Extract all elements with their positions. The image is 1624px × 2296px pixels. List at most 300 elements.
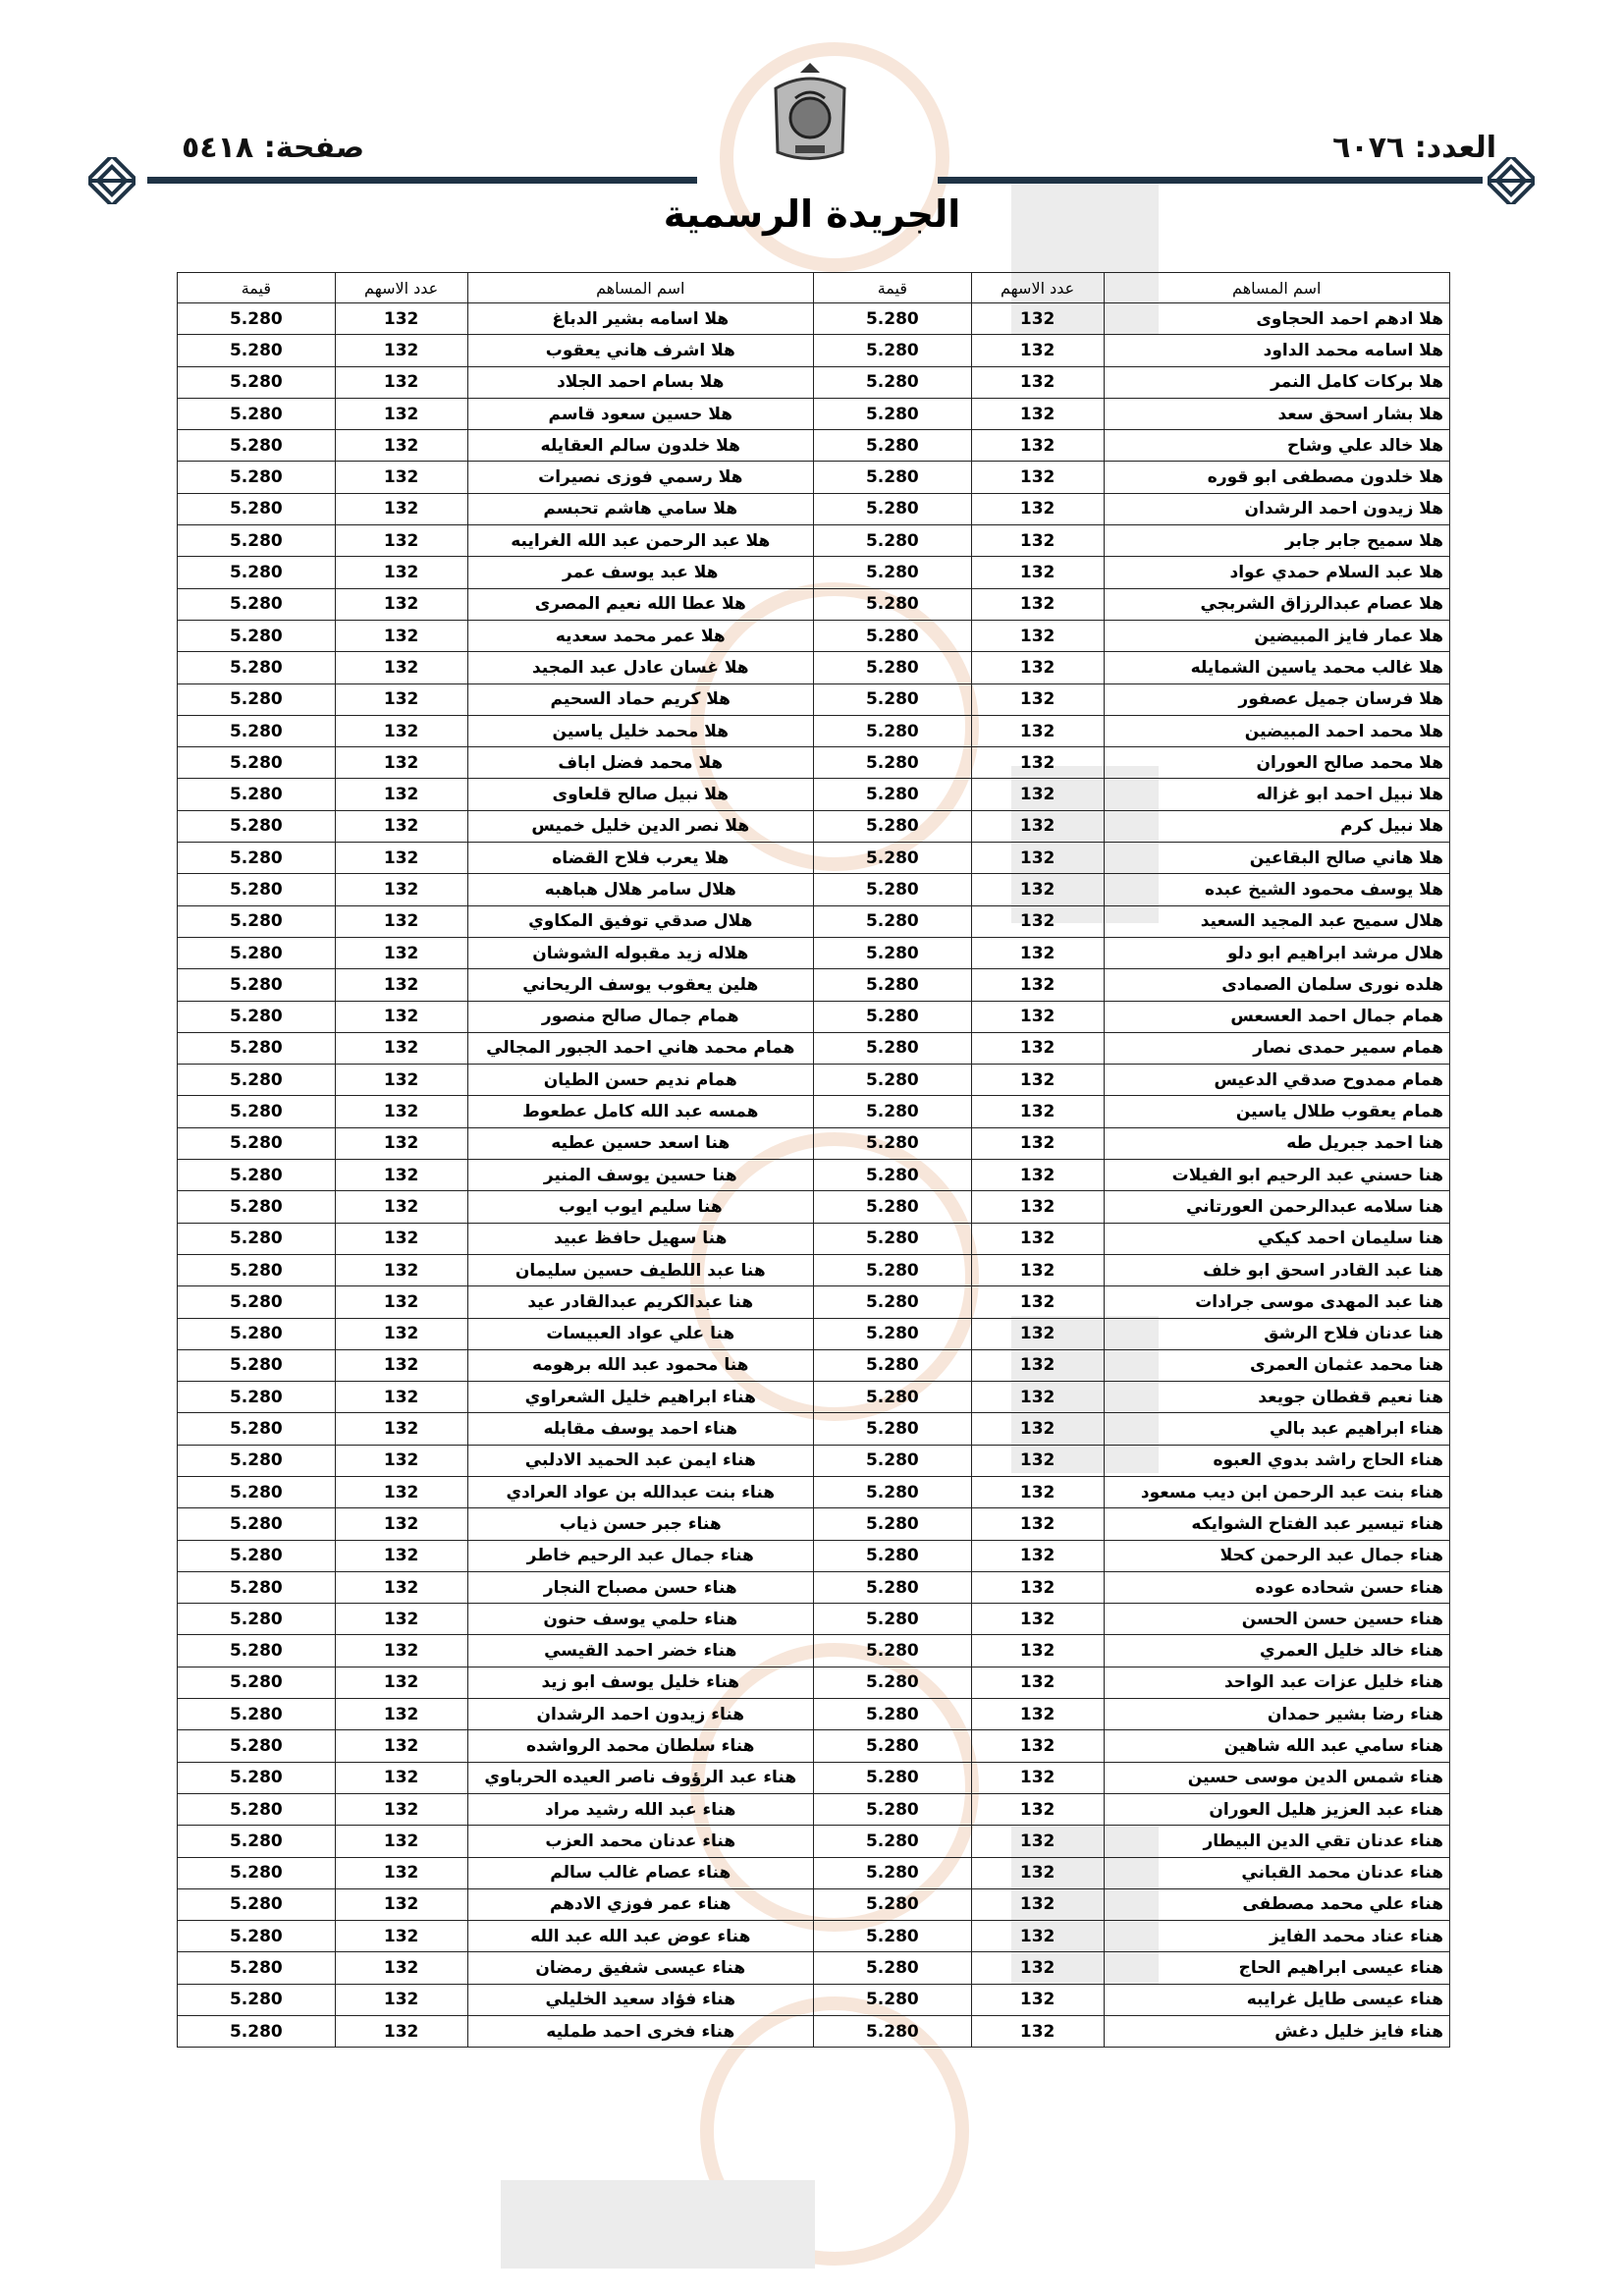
table-body	[178, 303, 1450, 2048]
value-cell: 5.280	[814, 1571, 972, 1603]
value-cell: 5.280	[178, 2016, 336, 2048]
value-cell: 5.280	[814, 557, 972, 588]
shareholder-name-cell: هنا سهيل حافظ عبيد	[467, 1223, 814, 1254]
shareholder-name-cell: هلا محمد فضل اباف	[467, 747, 814, 779]
table-row	[178, 303, 1450, 335]
shareholder-name-cell: هناء ابراهيم عبد بالي	[1104, 1413, 1450, 1445]
value-cell: 5.280	[178, 398, 336, 429]
value-cell: 5.280	[814, 1952, 972, 1984]
value-cell: 5.280	[814, 2016, 972, 2048]
value-cell: 5.280	[814, 398, 972, 429]
table-row	[178, 366, 1450, 398]
shares-count-cell: 132	[971, 1826, 1104, 1857]
shares-count-cell: 132	[335, 683, 467, 715]
shares-count-cell: 132	[971, 683, 1104, 715]
value-cell: 5.280	[178, 1984, 336, 2015]
shares-count-cell: 132	[971, 1604, 1104, 1635]
shares-count-cell: 132	[971, 810, 1104, 842]
value-cell: 5.280	[178, 1001, 336, 1032]
value-cell: 5.280	[178, 525, 336, 557]
shareholder-name-cell: هلا رسمي فوزى نصيرات	[467, 462, 814, 493]
value-cell: 5.280	[178, 1826, 336, 1857]
shares-count-cell: 132	[335, 398, 467, 429]
shareholder-name-cell: هلا عبد الرحمن عبد الله الغرايبه	[467, 525, 814, 557]
shareholder-name-cell: هلا عبد يوسف عمر	[467, 557, 814, 588]
shareholder-name-cell: هلا هاني صالح البقاعين	[1104, 843, 1450, 874]
table-row	[178, 1699, 1450, 1730]
shareholder-name-cell: همام سمير حمدى نصار	[1104, 1032, 1450, 1064]
shareholder-name-cell: همام جمال احمد العسعس	[1104, 1001, 1450, 1032]
value-cell: 5.280	[178, 335, 336, 366]
value-cell: 5.280	[814, 430, 972, 462]
shares-count-cell: 132	[971, 779, 1104, 810]
shareholder-name-cell: همام يعقوب طلال ياسين	[1104, 1096, 1450, 1127]
table-row	[178, 779, 1450, 810]
table-row	[178, 1857, 1450, 1888]
shares-count-cell: 132	[335, 1065, 467, 1096]
shareholder-name-cell: هلا سامي هاشم تحبسم	[467, 493, 814, 524]
value-cell: 5.280	[814, 1762, 972, 1793]
value-cell: 5.280	[814, 462, 972, 493]
shareholder-name-cell: هلا يوسف محمود الشيخ عبده	[1104, 874, 1450, 905]
value-cell: 5.280	[178, 462, 336, 493]
value-cell: 5.280	[178, 652, 336, 683]
table-row	[178, 1065, 1450, 1096]
table-row	[178, 620, 1450, 651]
value-cell: 5.280	[178, 1318, 336, 1349]
table-row	[178, 810, 1450, 842]
shares-count-cell: 132	[971, 557, 1104, 588]
shareholder-name-cell: هلا نصر الدين خليل خميس	[467, 810, 814, 842]
shareholder-name-cell: هلا عمر محمد سعديه	[467, 620, 814, 651]
shares-count-cell: 132	[335, 1127, 467, 1159]
shares-count-cell: 132	[335, 1001, 467, 1032]
table-row	[178, 905, 1450, 937]
shares-count-cell: 132	[971, 430, 1104, 462]
table-row	[178, 557, 1450, 588]
shares-count-cell: 132	[971, 1001, 1104, 1032]
value-cell: 5.280	[814, 779, 972, 810]
table-row	[178, 683, 1450, 715]
shares-count-cell: 132	[971, 366, 1104, 398]
table-row	[178, 1635, 1450, 1667]
table-row	[178, 1096, 1450, 1127]
value-cell: 5.280	[814, 1730, 972, 1762]
shareholder-name-cell: هناء عبد العزيز هليل العوران	[1104, 1793, 1450, 1825]
shares-count-cell: 132	[335, 1096, 467, 1127]
shareholder-name-cell: هلا نبيل احمد ابو غزاله	[1104, 779, 1450, 810]
shares-count-cell: 132	[971, 303, 1104, 335]
value-cell: 5.280	[814, 810, 972, 842]
shareholder-name-cell: هلا نبيل كرم	[1104, 810, 1450, 842]
shareholder-name-cell: هناء احمد يوسف مقابله	[467, 1413, 814, 1445]
value-cell: 5.280	[814, 1921, 972, 1952]
shares-count-cell: 132	[335, 1571, 467, 1603]
table-row	[178, 747, 1450, 779]
shareholder-name-cell: هلا بركات كامل النمر	[1104, 366, 1450, 398]
shares-count-cell: 132	[335, 1508, 467, 1540]
table-row	[178, 462, 1450, 493]
table-row	[178, 1984, 1450, 2015]
table-row	[178, 1540, 1450, 1571]
shares-count-cell: 132	[971, 1349, 1104, 1381]
shareholder-name-cell: هنا حسني عبد الرحيم ابو الفيلات	[1104, 1160, 1450, 1191]
value-cell: 5.280	[814, 1349, 972, 1381]
shareholder-name-cell: هلا خلدون مصطفى ابو قوره	[1104, 462, 1450, 493]
shares-count-cell: 132	[971, 1191, 1104, 1223]
table-row	[178, 1826, 1450, 1857]
value-cell: 5.280	[178, 1096, 336, 1127]
value-cell: 5.280	[178, 715, 336, 746]
shareholder-name-cell: هنا حسين يوسف المنير	[467, 1160, 814, 1191]
value-cell: 5.280	[814, 747, 972, 779]
value-cell: 5.280	[814, 1254, 972, 1285]
table-row	[178, 1476, 1450, 1507]
table-row	[178, 1349, 1450, 1381]
shareholder-name-cell: هناء عناد محمد الفايز	[1104, 1921, 1450, 1952]
value-cell: 5.280	[814, 1096, 972, 1127]
shares-count-cell: 132	[971, 1445, 1104, 1476]
shares-count-cell: 132	[335, 747, 467, 779]
shares-count-cell: 132	[335, 557, 467, 588]
shareholder-name-cell: هلا عبد السلام حمدي عواد	[1104, 557, 1450, 588]
value-cell: 5.280	[814, 683, 972, 715]
value-cell: 5.280	[814, 525, 972, 557]
shares-count-cell: 132	[335, 843, 467, 874]
value-cell: 5.280	[814, 905, 972, 937]
shares-count-cell: 132	[335, 430, 467, 462]
table-row	[178, 1127, 1450, 1159]
shares-count-cell: 132	[971, 1160, 1104, 1191]
value-cell: 5.280	[178, 1032, 336, 1064]
value-cell: 5.280	[814, 937, 972, 968]
table-row	[178, 969, 1450, 1001]
shares-count-cell: 132	[971, 652, 1104, 683]
table-row	[178, 1667, 1450, 1698]
shares-count-cell: 132	[971, 1952, 1104, 1984]
shareholder-name-cell: هلا كريم حماد السحيم	[467, 683, 814, 715]
value-cell: 5.280	[178, 1508, 336, 1540]
shares-count-cell: 132	[335, 1445, 467, 1476]
shareholder-name-cell: هنا احمد جبريل طه	[1104, 1127, 1450, 1159]
value-cell: 5.280	[814, 1635, 972, 1667]
shareholder-name-cell: هناء فؤاد سعيد الخليلي	[467, 1984, 814, 2015]
value-cell: 5.280	[814, 1413, 972, 1445]
shareholder-name-cell: هلا سميح جابر جابر	[1104, 525, 1450, 557]
value-cell: 5.280	[178, 620, 336, 651]
shares-count-cell: 132	[335, 1826, 467, 1857]
header-rule-left	[147, 177, 697, 184]
value-cell: 5.280	[814, 1857, 972, 1888]
shareholder-name-cell: هناء شمس الدين موسى حسين	[1104, 1762, 1450, 1793]
shareholder-name-cell: هنا نعيم قفطان جويعد	[1104, 1382, 1450, 1413]
shareholder-name-cell: هلا حسين سعود قاسم	[467, 398, 814, 429]
shares-count-cell: 132	[335, 1762, 467, 1793]
shares-count-cell: 132	[335, 1699, 467, 1730]
shares-count-cell: 132	[335, 1223, 467, 1254]
value-cell: 5.280	[178, 1540, 336, 1571]
shares-count-cell: 132	[335, 335, 467, 366]
shareholder-name-cell: هلاله زيد مقبوله الشوشان	[467, 937, 814, 968]
shares-count-cell: 132	[971, 1318, 1104, 1349]
shares-count-cell: 132	[971, 620, 1104, 651]
value-cell: 5.280	[178, 1065, 336, 1096]
shares-count-cell: 132	[335, 1921, 467, 1952]
shares-count-cell: 132	[335, 525, 467, 557]
shareholder-name-cell: هناء زيدون احمد الرشدان	[467, 1699, 814, 1730]
issue-number: العدد: ٦٠٧٦	[1332, 131, 1496, 165]
shareholder-name-cell: هلا غالب محمد ياسين الشمايله	[1104, 652, 1450, 683]
shares-count-cell: 132	[971, 1286, 1104, 1318]
shares-count-cell: 132	[971, 1508, 1104, 1540]
table-row	[178, 588, 1450, 620]
shareholder-name-cell: همسه عبد الله كامل عطعوط	[467, 1096, 814, 1127]
shareholder-name-cell: هلا بشار اسحق سعد	[1104, 398, 1450, 429]
shareholder-name-cell: هلال سامر هلال هباهبه	[467, 874, 814, 905]
shares-count-cell: 132	[335, 1604, 467, 1635]
shares-count-cell: 132	[335, 366, 467, 398]
value-cell: 5.280	[178, 303, 336, 335]
value-cell: 5.280	[178, 1349, 336, 1381]
shareholder-name-cell: همام جمال صالح منصور	[467, 1001, 814, 1032]
table-row	[178, 715, 1450, 746]
shareholder-name-cell: هناء علي محمد مصطفى	[1104, 1888, 1450, 1920]
shareholder-name-cell: همام نديم حسن الطيان	[467, 1065, 814, 1096]
shares-count-cell: 132	[335, 1984, 467, 2015]
value-cell: 5.280	[178, 1699, 336, 1730]
table-row	[178, 1508, 1450, 1540]
column-header: قيمة	[178, 273, 336, 303]
shareholder-name-cell: هناء عبد الرؤوف ناصر العيده الحرباوي	[467, 1762, 814, 1793]
table-row	[178, 525, 1450, 557]
shareholder-name-cell: هنا سلامه عبدالرحمن العورتاني	[1104, 1191, 1450, 1223]
value-cell: 5.280	[814, 1984, 972, 2015]
shareholder-name-cell: هناء جبر حسن ذياب	[467, 1508, 814, 1540]
value-cell: 5.280	[814, 1604, 972, 1635]
table-row	[178, 1191, 1450, 1223]
shares-count-cell: 132	[335, 715, 467, 746]
shares-count-cell: 132	[971, 1667, 1104, 1698]
value-cell: 5.280	[178, 1793, 336, 1825]
value-cell: 5.280	[814, 1382, 972, 1413]
value-cell: 5.280	[814, 1001, 972, 1032]
shareholder-name-cell: هناء حسن مصباح النجار	[467, 1571, 814, 1603]
shares-count-cell: 132	[335, 1476, 467, 1507]
shares-count-cell: 132	[971, 1127, 1104, 1159]
value-cell: 5.280	[178, 843, 336, 874]
table-row	[178, 843, 1450, 874]
value-cell: 5.280	[814, 620, 972, 651]
shareholders-table	[177, 272, 1450, 2048]
table-row	[178, 1604, 1450, 1635]
shares-count-cell: 132	[971, 937, 1104, 968]
shareholder-name-cell: هناء جمال عبد الرحمن كحلا	[1104, 1540, 1450, 1571]
value-cell: 5.280	[814, 1445, 972, 1476]
shares-count-cell: 132	[335, 1952, 467, 1984]
shares-count-cell: 132	[971, 969, 1104, 1001]
shares-count-cell: 132	[971, 398, 1104, 429]
shareholder-name-cell: هنا علي عواد العبيسات	[467, 1318, 814, 1349]
shareholder-name-cell: هلا اسامه بشير الدباغ	[467, 303, 814, 335]
shareholder-name-cell: هلا خلدون سالم العقايله	[467, 430, 814, 462]
shareholder-name-cell: هناء سامي عبد الله شاهين	[1104, 1730, 1450, 1762]
shareholder-name-cell: هناء عيسى طايل غرايبه	[1104, 1984, 1450, 2015]
value-cell: 5.280	[814, 1065, 972, 1096]
table-row	[178, 1160, 1450, 1191]
shareholder-name-cell: هناء عدنان محمد العزب	[467, 1826, 814, 1857]
shareholder-name-cell: هناء عدنان محمد القباني	[1104, 1857, 1450, 1888]
shares-count-cell: 132	[971, 335, 1104, 366]
shareholder-name-cell: هناء الحاج راشد بدوي العبوه	[1104, 1445, 1450, 1476]
shareholder-name-cell: هنا عبد اللطيف حسين سليمان	[467, 1254, 814, 1285]
value-cell: 5.280	[178, 1921, 336, 1952]
value-cell: 5.280	[814, 1699, 972, 1730]
shares-count-cell: 132	[335, 1349, 467, 1381]
shares-count-cell: 132	[971, 493, 1104, 524]
table-row	[178, 1382, 1450, 1413]
shares-count-cell: 132	[971, 588, 1104, 620]
shareholder-name-cell: هلده نورى سلمان الصمادى	[1104, 969, 1450, 1001]
shareholder-name-cell: هنا سليم ايوب ايوب	[467, 1191, 814, 1223]
value-cell: 5.280	[178, 1476, 336, 1507]
value-cell: 5.280	[178, 1857, 336, 1888]
shares-count-cell: 132	[971, 1635, 1104, 1667]
shares-count-cell: 132	[335, 1254, 467, 1285]
shareholder-name-cell: هلا ادهم احمد الحجاوى	[1104, 303, 1450, 335]
value-cell: 5.280	[814, 1508, 972, 1540]
value-cell: 5.280	[178, 937, 336, 968]
value-cell: 5.280	[178, 1730, 336, 1762]
table-row	[178, 1921, 1450, 1952]
shares-count-cell: 132	[335, 1286, 467, 1318]
table-row	[178, 2016, 1450, 2048]
table-header-row	[178, 273, 1450, 303]
shareholder-name-cell: هناء تيسير عبد الفتاح الشوايكه	[1104, 1508, 1450, 1540]
table-row	[178, 1762, 1450, 1793]
shares-count-cell: 132	[971, 1476, 1104, 1507]
value-cell: 5.280	[178, 1604, 336, 1635]
shares-count-cell: 132	[335, 303, 467, 335]
jordan-coat-of-arms-icon	[766, 59, 854, 167]
table-row	[178, 1032, 1450, 1064]
shares-count-cell: 132	[335, 462, 467, 493]
shareholder-name-cell: هناء رضا بشير حمدان	[1104, 1699, 1450, 1730]
value-cell: 5.280	[178, 1127, 336, 1159]
shares-count-cell: 132	[335, 779, 467, 810]
table-row	[178, 335, 1450, 366]
value-cell: 5.280	[178, 1888, 336, 1920]
value-cell: 5.280	[178, 588, 336, 620]
value-cell: 5.280	[814, 493, 972, 524]
shareholder-name-cell: هناء عمر فوزي الادهم	[467, 1888, 814, 1920]
shareholder-name-cell: هناء فخرى احمد طمليه	[467, 2016, 814, 2048]
shares-count-cell: 132	[971, 1857, 1104, 1888]
value-cell: 5.280	[814, 1826, 972, 1857]
column-header: عدد الاسهم	[335, 273, 467, 303]
shares-count-cell: 132	[335, 1382, 467, 1413]
value-cell: 5.280	[178, 1635, 336, 1667]
table-row	[178, 493, 1450, 524]
value-cell: 5.280	[178, 905, 336, 937]
value-cell: 5.280	[178, 1191, 336, 1223]
page-title: الجريدة الرسمية	[663, 192, 961, 236]
header-rule-right	[938, 177, 1483, 184]
shares-count-cell: 132	[335, 1540, 467, 1571]
shares-count-cell: 132	[971, 1540, 1104, 1571]
shareholder-name-cell: هنا عبد القادر اسحق ابو خلف	[1104, 1254, 1450, 1285]
shares-count-cell: 132	[971, 1096, 1104, 1127]
shares-count-cell: 132	[335, 1413, 467, 1445]
shares-count-cell: 132	[971, 715, 1104, 746]
shares-count-cell: 132	[335, 1730, 467, 1762]
shares-count-cell: 132	[335, 620, 467, 651]
table-row	[178, 1571, 1450, 1603]
shareholder-name-cell: هلا عصام عبدالرزاق الشربجي	[1104, 588, 1450, 620]
value-cell: 5.280	[814, 1191, 972, 1223]
table-row	[178, 1001, 1450, 1032]
shareholder-name-cell: هلا يعرب فلاح القضاه	[467, 843, 814, 874]
shareholder-name-cell: هلا اسامه محمد الداود	[1104, 335, 1450, 366]
shareholder-name-cell: هناء عوض عبد الله عبد الله	[467, 1921, 814, 1952]
shareholder-name-cell: همام ممدوح صدقي الدعيس	[1104, 1065, 1450, 1096]
shareholder-name-cell: هنا عبد المهدى موسى جرادات	[1104, 1286, 1450, 1318]
shares-count-cell: 132	[335, 1032, 467, 1064]
value-cell: 5.280	[178, 1223, 336, 1254]
value-cell: 5.280	[814, 1127, 972, 1159]
column-header: اسم المساهم	[1104, 273, 1450, 303]
value-cell: 5.280	[178, 1667, 336, 1698]
shares-count-cell: 132	[335, 1857, 467, 1888]
table-row	[178, 1793, 1450, 1825]
value-cell: 5.280	[178, 1762, 336, 1793]
shares-count-cell: 132	[971, 1921, 1104, 1952]
shareholder-name-cell: هناء عصام غالب سالم	[467, 1857, 814, 1888]
shares-count-cell: 132	[971, 1382, 1104, 1413]
table-row	[178, 1888, 1450, 1920]
value-cell: 5.280	[814, 1160, 972, 1191]
shareholder-name-cell: هلا نبيل صالح قلعاوى	[467, 779, 814, 810]
shareholder-name-cell: هلال مرشد ابراهيم ابو دلو	[1104, 937, 1450, 968]
shareholder-name-cell: هناء ايمن عبد الحميد الادلبي	[467, 1445, 814, 1476]
shares-count-cell: 132	[971, 1413, 1104, 1445]
table-row	[178, 1223, 1450, 1254]
shareholder-name-cell: هلا محمد احمد المبيضين	[1104, 715, 1450, 746]
value-cell: 5.280	[814, 1318, 972, 1349]
value-cell: 5.280	[178, 493, 336, 524]
shares-count-cell: 132	[335, 652, 467, 683]
shareholder-name-cell: هنا محمود عبد الله برهومه	[467, 1349, 814, 1381]
value-cell: 5.280	[178, 747, 336, 779]
shareholder-name-cell: هناء بنت عبد الرحمن ابن ديب مسعود	[1104, 1476, 1450, 1507]
value-cell: 5.280	[178, 1445, 336, 1476]
value-cell: 5.280	[814, 1540, 972, 1571]
value-cell: 5.280	[178, 810, 336, 842]
shares-count-cell: 132	[971, 747, 1104, 779]
shareholder-name-cell: هناء جمال عبد الرحيم خاطر	[467, 1540, 814, 1571]
value-cell: 5.280	[178, 366, 336, 398]
value-cell: 5.280	[178, 1160, 336, 1191]
shares-count-cell: 132	[335, 1667, 467, 1698]
value-cell: 5.280	[178, 779, 336, 810]
value-cell: 5.280	[178, 1571, 336, 1603]
value-cell: 5.280	[814, 303, 972, 335]
shareholder-name-cell: هناء حلمي يوسف حنون	[467, 1604, 814, 1635]
table-row	[178, 398, 1450, 429]
shareholder-name-cell: هلين يعقوب يوسف الريحاني	[467, 969, 814, 1001]
value-cell: 5.280	[178, 1952, 336, 1984]
shares-count-cell: 132	[335, 937, 467, 968]
shares-count-cell: 132	[971, 843, 1104, 874]
